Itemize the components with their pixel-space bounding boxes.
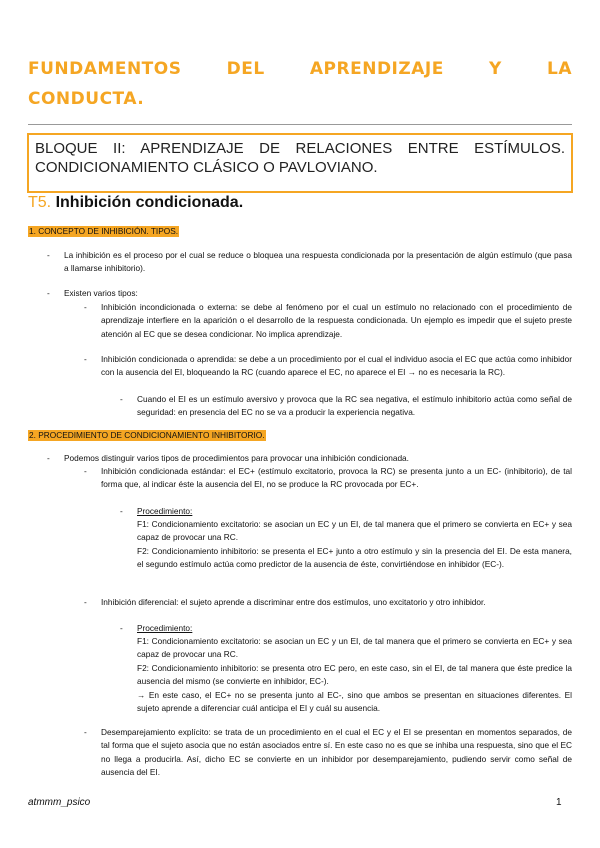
- footer-author: atmmm_psico: [28, 797, 91, 808]
- bullet-dash: -: [84, 466, 87, 476]
- page-number: 1: [556, 797, 562, 808]
- bullet-dash: -: [47, 250, 50, 260]
- section-1-heading: 1. CONCEPTO DE INHIBICIÓN. TIPOS.: [29, 226, 179, 236]
- s2-desemparejamiento: Desemparejamiento explícito: se trata de un procedimiento en el cual el EC y el EI se presentan en momentos separados, de tal forma que el sujeto asocia que no están asociados entre sí. En este caso no es que se inhiba una respuesta, sino que el EC no llega a producirla. Así, dicho EC se convierte en un inhibidor por desemparejamiento, pudiendo servir como señal de ausencia del EI.: [101, 727, 572, 778]
- main-title-line1: FUNDAMENTOS DEL APRENDIZAJE Y LA: [28, 59, 572, 79]
- bullet-dash: -: [84, 302, 87, 312]
- s1-definition: La inhibición es el proceso por el cual se reduce o bloquea una respuesta condicionada por la presentación de algún estímulo (que pasa a llamarse inhibitorio).: [64, 250, 572, 274]
- topic-number: T5.: [28, 194, 52, 211]
- bullet-dash: -: [120, 506, 123, 516]
- s2-estandar-f1: F1: Condicionamiento excitatorio: se asocian un EC y un EI, de tal manera que el primero se convierta en EC+ y sea capaz de provocar una RC.: [137, 519, 572, 543]
- s2-estandar-procedure-label: Procedimiento:: [137, 506, 193, 516]
- s2-diferencial-f2: F2: Condicionamiento inhibitorio: se presenta otro EC pero, en este caso, sin el EI, de tal manera que éste predice la ausencia del mismo (se convierte en inhibidor, EC-).: [137, 663, 572, 687]
- s1-type-condicionada: Inhibición condicionada o aprendida: se debe a un procedimiento por el cual el individuo asocia el EC que actúa como inhibidor con la ausencia del EI, bloqueando la RC (cuando aparece el EC, no aparece el EI → no es necesaria la RC).: [101, 354, 572, 378]
- s2-diferencial-f3: → En este caso, el EC+ no se presenta junto al EC-, sino que ambos se presentan en situaciones diferentes. El sujeto aprende a diferenciar cuál anticipa el EI y cuál su ausencia.: [137, 690, 572, 714]
- topic-title: [28, 194, 243, 212]
- bullet-dash: -: [120, 623, 123, 633]
- s1-type-incondicionada: Inhibición incondicionada o externa: se debe al fenómeno por el cual un estímulo no relacionado con el procedimiento de aprendizaje interfiere en la aparición o el desarrollo de la respuesta condicionada. Un ejemplo es impedir que el sujeto preste atención al EC que se desea condicionar. No implica aprendizaje.: [101, 302, 572, 339]
- s2-intro: Podemos distinguir varios tipos de procedimientos para provocar una inhibición condicionada.: [64, 453, 409, 463]
- bullet-dash: -: [120, 394, 123, 404]
- main-title-line2: CONDUCTA.: [28, 89, 145, 109]
- s1-types-intro: Existen varios tipos:: [64, 288, 138, 298]
- s2-estandar-f2: F2: Condicionamiento inhibitorio: se presenta el EC+ junto a otro estímulo y sin la presencia del EI. De esta manera, el segundo estímulo actúa como predictor de la ausencia de éste, convirtiéndose en inhibidor (EC-).: [137, 546, 572, 570]
- bullet-dash: -: [47, 288, 50, 298]
- s2-estandar: Inhibición condicionada estándar: el EC+ (estímulo excitatorio, provoca la RC) se presenta junto a un EC- (inhibitorio), de tal forma que, al indicar éste la ausencia del EI, no se produce la RC provocada por EC+.: [101, 466, 572, 490]
- main-title: [28, 54, 572, 114]
- bullet-dash: -: [84, 727, 87, 737]
- s2-diferencial: Inhibición diferencial: el sujeto aprende a discriminar entre dos estímulos, uno excitatorio y otro inhibidor.: [101, 597, 486, 607]
- title-divider: [28, 124, 572, 125]
- section-2-heading: 2. PROCEDIMIENTO DE CONDICIONAMIENTO INHIBITORIO.: [29, 430, 265, 440]
- topic-name: Inhibición condicionada.: [55, 194, 244, 211]
- bloque-box: BLOQUE II: APRENDIZAJE DE RELACIONES ENTRE ESTÍMULOS. CONDICIONAMIENTO CLÁSICO O PAVLOVIANO.: [27, 133, 573, 193]
- bullet-dash: -: [47, 453, 50, 463]
- s2-diferencial-procedure-label: Procedimiento:: [137, 623, 193, 633]
- s1-aversive-note: Cuando el EI es un estímulo aversivo y provoca que la RC sea negativa, el estímulo inhibitorio actúa como señal de seguridad: en presencia del EC no se va a producir la experiencia negativa.: [137, 394, 572, 418]
- bullet-dash: -: [84, 597, 87, 607]
- s2-diferencial-f1: F1: Condicionamiento excitatorio: se asocian un EC y un EI, de tal manera que el primero se convierta en EC+ y sea capaz de provocar una RC.: [137, 636, 572, 660]
- bullet-dash: -: [84, 354, 87, 364]
